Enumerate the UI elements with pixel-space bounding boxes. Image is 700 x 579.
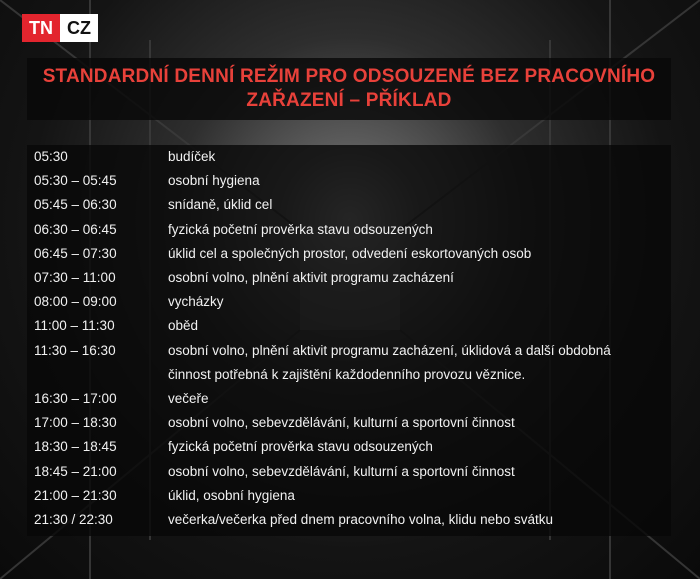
page-title: STANDARDNÍ DENNÍ REŽIM PRO ODSOUZENÉ BEZ PRACOVNÍHO ZAŘAZENÍ – PŘÍKLAD <box>42 66 656 111</box>
schedule-activity: úklid, osobní hygiena <box>168 487 295 503</box>
schedule-activity: osobní hygiena <box>168 173 260 189</box>
schedule-row <box>27 508 671 532</box>
schedule-time: 05:30 – 05:45 <box>34 173 117 189</box>
schedule-time: 21:30 / 22:30 <box>34 512 113 527</box>
schedule-row <box>27 435 671 459</box>
schedule-time: 07:30 – 11:00 <box>34 270 116 285</box>
schedule-time: 11:30 – 16:30 <box>34 342 116 358</box>
schedule-time: 05:45 – 06:30 <box>34 197 117 213</box>
tn-cz-logo[interactable] <box>22 14 98 42</box>
schedule-row <box>27 266 671 290</box>
schedule-row <box>27 218 671 242</box>
schedule-time: 11:00 – 11:30 <box>34 318 115 334</box>
schedule-activity: činnost potřebná k zajištění každodenního provozu věznice. <box>168 366 526 382</box>
schedule-time: 21:00 – 21:30 <box>34 487 117 503</box>
logo-cz: CZ <box>60 14 98 42</box>
schedule-row <box>27 193 671 217</box>
schedule-time: 06:45 – 07:30 <box>34 245 117 261</box>
schedule-activity: osobní volno, sebevzdělávání, kulturní a sportovní činnost <box>168 463 515 479</box>
schedule-activity: snídaně, úklid cel <box>168 197 273 213</box>
schedule-activity: budíček <box>168 149 216 164</box>
schedule-row <box>27 484 671 508</box>
schedule-row <box>27 145 671 169</box>
schedule-row <box>27 387 671 411</box>
schedule-time: 05:30 <box>34 149 68 164</box>
schedule-activity: osobní volno, plnění aktivit programu zacházení <box>168 270 454 285</box>
schedule-time: 06:30 – 06:45 <box>34 221 117 237</box>
logo-tn: TN <box>22 14 60 42</box>
schedule-time: 18:45 – 21:00 <box>34 463 117 479</box>
schedule-row <box>27 363 671 387</box>
schedule-row <box>27 460 671 484</box>
schedule-time: 17:00 – 18:30 <box>34 415 117 431</box>
schedule-row <box>27 169 671 193</box>
schedule-time: 08:00 – 09:00 <box>34 294 117 310</box>
schedule-activity: večeře <box>168 391 209 406</box>
schedule-time: 16:30 – 17:00 <box>34 391 117 406</box>
schedule-activity: osobní volno, sebevzdělávání, kulturní a sportovní činnost <box>168 415 515 431</box>
schedule-row <box>27 242 671 266</box>
schedule-activity: osobní volno, plnění aktivit programu zacházení, úklidová a další obdobná <box>168 342 611 358</box>
schedule-activity: fyzická početní prověrka stavu odsouzených <box>168 439 433 455</box>
schedule-row <box>27 411 671 435</box>
schedule-row <box>27 339 671 363</box>
schedule-table <box>27 145 671 536</box>
schedule-activity: fyzická početní prověrka stavu odsouzených <box>168 221 433 237</box>
schedule-activity: úklid cel a společných prostor, odvedení eskortovaných osob <box>168 245 532 261</box>
schedule-activity: vycházky <box>168 294 224 310</box>
schedule-row <box>27 290 671 314</box>
schedule-time: 18:30 – 18:45 <box>34 439 117 455</box>
schedule-activity: večerka/večerka před dnem pracovního volna, klidu nebo svátku <box>168 512 553 527</box>
title-box <box>27 58 671 120</box>
schedule-activity: oběd <box>168 318 199 334</box>
schedule-row <box>27 314 671 338</box>
